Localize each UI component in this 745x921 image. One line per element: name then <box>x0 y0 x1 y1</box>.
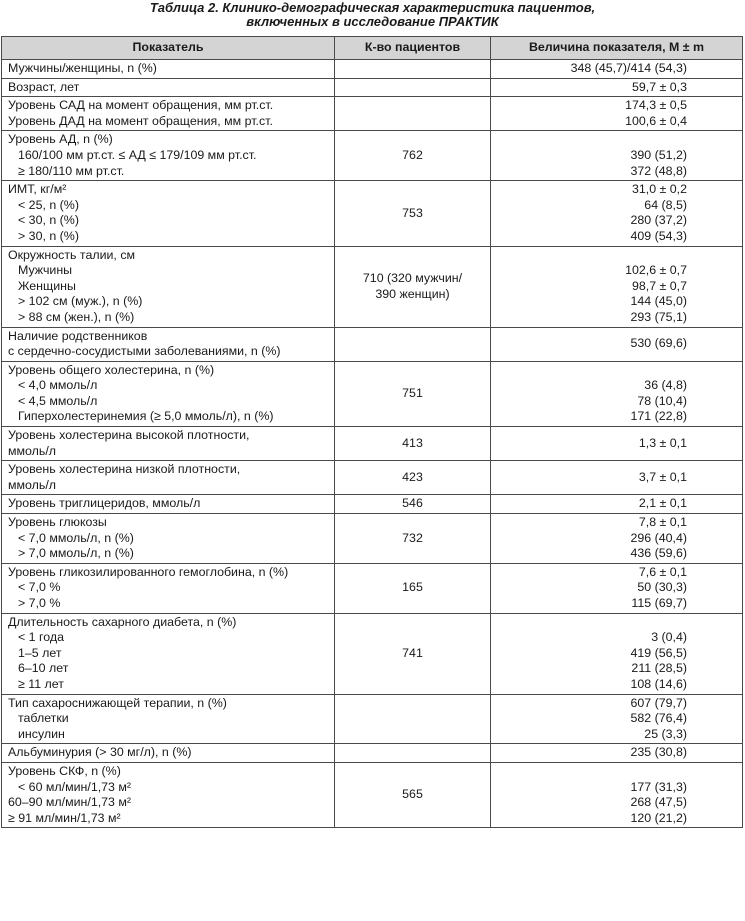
indicator-line: < 7,0 % <box>18 580 61 595</box>
indicator-cell <box>2 181 335 246</box>
value-cell <box>491 60 743 79</box>
patient-characteristics-table <box>1 36 743 828</box>
indicator-line: Гиперхолестеринемия (≥ 5,0 ммоль/л), n (%) <box>18 409 274 424</box>
indicator-line: Женщины <box>18 278 76 293</box>
indicator-line: 60–90 мл/мин/1,73 м² <box>8 795 132 810</box>
indicator-cell <box>2 495 335 514</box>
value-cell <box>491 78 743 97</box>
indicator-cell <box>2 131 335 181</box>
patient-count-cell <box>335 361 491 426</box>
indicator-cell <box>2 613 335 694</box>
value-line: 235 (30,8) <box>630 745 687 760</box>
patient-count-line: 710 (320 мужчин/ <box>362 270 463 285</box>
indicator-cell <box>2 246 335 327</box>
table-row <box>2 461 743 495</box>
value-cell <box>491 97 743 131</box>
value-line: 280 (37,2) <box>630 213 687 228</box>
indicator-line: < 25, n (%) <box>18 197 79 212</box>
indicator-cell <box>2 563 335 613</box>
header-patient-count: К-во пациентов <box>335 37 491 60</box>
indicator-line: < 7,0 ммоль/л, n (%) <box>18 530 134 545</box>
indicator-cell <box>2 327 335 361</box>
value-line: 100,6 ± 0,4 <box>625 113 687 128</box>
indicator-line: ≥ 91 мл/мин/1,73 м² <box>8 810 121 825</box>
table-row <box>2 427 743 461</box>
value-cell <box>491 694 743 744</box>
indicator-line: Уровень САД на момент обращения, мм рт.ст. <box>8 98 274 113</box>
patient-count-line: 741 <box>402 645 423 660</box>
indicator-line: < 4,0 ммоль/л <box>18 378 98 393</box>
header-indicator: Показатель <box>2 37 335 60</box>
patient-count-line: 546 <box>402 496 423 511</box>
value-line: 25 (3,3) <box>644 726 687 741</box>
indicator-line: < 60 мл/мин/1,73 м² <box>18 779 132 794</box>
indicator-line: Возраст, лет <box>8 79 80 94</box>
indicator-line: > 7,0 ммоль/л, n (%) <box>18 546 134 561</box>
value-line: 3,7 ± 0,1 <box>638 470 687 485</box>
patient-count-line: 565 <box>402 787 423 802</box>
value-cell <box>491 361 743 426</box>
indicator-line: 160/100 мм рт.ст. ≤ АД ≤ 179/109 мм рт.ст. <box>18 147 257 162</box>
indicator-line: 1–5 лет <box>18 645 62 660</box>
indicator-cell <box>2 694 335 744</box>
indicator-line: > 7,0 % <box>18 596 61 610</box>
patient-count-cell <box>335 762 491 827</box>
table-row <box>2 361 743 426</box>
value-line <box>491 248 687 264</box>
patient-count-cell <box>335 461 491 495</box>
value-cell <box>491 131 743 181</box>
value-line: 177 (31,3) <box>630 779 687 794</box>
value-cell <box>491 613 743 694</box>
value-line <box>491 363 687 379</box>
value-line: 1,3 ± 0,1 <box>638 435 687 450</box>
value-line: 7,8 ± 0,1 <box>638 515 687 530</box>
indicator-line: таблетки <box>18 711 69 726</box>
value-line: 50 (30,3) <box>637 580 687 595</box>
patient-count-cell <box>335 694 491 744</box>
patient-count-line: 751 <box>402 386 423 401</box>
value-line: 7,6 ± 0,1 <box>638 564 687 579</box>
value-line: 64 (8,5) <box>644 197 687 212</box>
value-line: 31,0 ± 0,2 <box>631 182 687 197</box>
indicator-line: Тип сахароснижающей терапии, n (%) <box>8 695 227 710</box>
patient-count-cell <box>335 60 491 79</box>
indicator-line: ммоль/л <box>8 477 57 492</box>
value-cell <box>491 427 743 461</box>
table-row <box>2 514 743 564</box>
value-cell <box>491 514 743 564</box>
patient-count-cell <box>335 181 491 246</box>
value-line: 2,1 ± 0,1 <box>638 496 687 511</box>
value-line: 174,3 ± 0,5 <box>625 98 687 113</box>
value-line: 59,7 ± 0,3 <box>631 79 687 94</box>
value-line: 409 (54,3) <box>630 228 687 243</box>
value-line: 268 (47,5) <box>630 795 687 810</box>
indicator-cell <box>2 361 335 426</box>
indicator-line: ИМТ, кг/м² <box>8 182 67 197</box>
table-row <box>2 78 743 97</box>
indicator-line: Уровень холестерина низкой плотности, <box>8 462 241 477</box>
value-cell <box>491 744 743 763</box>
value-line: 372 (48,8) <box>630 163 687 178</box>
indicator-line: ≥ 11 лет <box>18 676 64 691</box>
value-line: 120 (21,2) <box>630 810 687 825</box>
table-row <box>2 246 743 327</box>
table-row <box>2 327 743 361</box>
value-line: 390 (51,2) <box>630 147 687 162</box>
table-row <box>2 563 743 613</box>
table-header-row <box>2 37 743 60</box>
indicator-cell <box>2 427 335 461</box>
value-line: 436 (59,6) <box>630 546 687 561</box>
value-cell <box>491 181 743 246</box>
table-row <box>2 613 743 694</box>
table-row <box>2 60 743 79</box>
table-body <box>2 60 743 828</box>
indicator-line: Уровень ДАД на момент обращения, мм рт.ст. <box>8 113 273 128</box>
indicator-line: инсулин <box>18 726 65 741</box>
patient-count-cell <box>335 744 491 763</box>
indicator-line: Альбуминурия (> 30 мг/л), n (%) <box>8 745 192 760</box>
value-line: 211 (28,5) <box>631 661 687 676</box>
patient-count-cell <box>335 427 491 461</box>
value-line: 78 (10,4) <box>637 393 687 408</box>
value-cell <box>491 246 743 327</box>
patient-count-cell <box>335 78 491 97</box>
value-line: 108 (14,6) <box>630 676 687 691</box>
indicator-line: > 30, n (%) <box>18 228 79 243</box>
indicator-line: Уровень глюкозы <box>8 515 107 530</box>
indicator-cell <box>2 514 335 564</box>
indicator-line: < 4,5 ммоль/л <box>18 393 98 408</box>
value-line: 419 (56,5) <box>630 645 687 660</box>
value-cell <box>491 327 743 361</box>
patient-count-line: 413 <box>402 435 423 450</box>
value-line: 98,7 ± 0,7 <box>631 278 687 293</box>
patient-count-cell <box>335 97 491 131</box>
indicator-cell <box>2 461 335 495</box>
patient-count-line: 423 <box>402 470 423 485</box>
indicator-cell <box>2 60 335 79</box>
indicator-line: 6–10 лет <box>18 661 69 676</box>
patient-count-cell <box>335 563 491 613</box>
value-cell <box>491 762 743 827</box>
indicator-line: Уровень холестерина высокой плотности, <box>8 428 250 443</box>
patient-count-cell <box>335 327 491 361</box>
patient-count-cell <box>335 514 491 564</box>
value-line: 348 (45,7)/414 (54,3) <box>570 61 687 75</box>
patient-count-line: 753 <box>402 205 423 220</box>
indicator-line: < 1 года <box>18 630 64 645</box>
indicator-line: > 102 см (муж.), n (%) <box>18 294 143 309</box>
header-value: Величина показателя, M ± m <box>491 37 743 60</box>
indicator-line: Уровень триглицеридов, ммоль/л <box>8 496 201 511</box>
value-line: 582 (76,4) <box>630 711 687 726</box>
value-line <box>491 764 687 780</box>
indicator-cell <box>2 78 335 97</box>
indicator-cell <box>2 97 335 131</box>
indicator-line: Уровень гликозилированного гемоглобина, n (%) <box>8 564 289 579</box>
value-cell <box>491 563 743 613</box>
table-row <box>2 762 743 827</box>
table-row <box>2 694 743 744</box>
caption-line-2: включенных в исследование ПРАКТИК <box>246 14 499 29</box>
value-line: 530 (69,6) <box>630 336 687 351</box>
value-line: 3 (0,4) <box>651 630 687 645</box>
table-caption <box>0 0 745 36</box>
value-line: 171 (22,8) <box>630 409 687 424</box>
value-line <box>491 132 687 148</box>
value-line: 607 (79,7) <box>630 695 687 710</box>
value-line: 115 (69,7) <box>631 596 687 610</box>
patient-count-cell <box>335 613 491 694</box>
indicator-line: с сердечно-сосудистыми заболеваниями, n (%) <box>8 344 281 359</box>
patient-count-line: 732 <box>402 530 423 545</box>
patient-count-line: 762 <box>402 147 423 162</box>
value-line: 144 (45,0) <box>630 294 687 309</box>
indicator-line: Уровень общего холестерина, n (%) <box>8 362 215 377</box>
patient-count-cell <box>335 246 491 327</box>
indicator-line: Длительность сахарного диабета, n (%) <box>8 614 237 629</box>
value-line: 296 (40,4) <box>630 530 687 545</box>
table-row <box>2 744 743 763</box>
table-row <box>2 131 743 181</box>
indicator-line: ≥ 180/110 мм рт.ст. <box>18 163 125 178</box>
value-line <box>491 615 687 631</box>
value-cell <box>491 495 743 514</box>
value-cell <box>491 461 743 495</box>
indicator-line: Мужчины/женщины, n (%) <box>8 61 157 75</box>
indicator-line: < 30, n (%) <box>18 213 79 228</box>
indicator-cell <box>2 762 335 827</box>
table-row <box>2 181 743 246</box>
indicator-line: > 88 см (жен.), n (%) <box>18 309 135 324</box>
indicator-cell <box>2 744 335 763</box>
indicator-line: Мужчины <box>18 263 73 278</box>
table-row <box>2 97 743 131</box>
patient-count-line: 390 женщин) <box>375 286 450 301</box>
indicator-line: Наличие родственников <box>8 328 148 343</box>
indicator-line: Уровень АД, n (%) <box>8 132 113 147</box>
indicator-line: ммоль/л <box>8 443 57 458</box>
value-line: 293 (75,1) <box>630 309 687 324</box>
patient-count-cell <box>335 495 491 514</box>
table-row <box>2 495 743 514</box>
value-line: 36 (4,8) <box>644 378 687 393</box>
indicator-line: Уровень СКФ, n (%) <box>8 763 121 778</box>
indicator-line: Окружность талии, см <box>8 247 136 262</box>
patient-count-line: 165 <box>402 580 423 595</box>
value-line: 102,6 ± 0,7 <box>625 263 687 278</box>
caption-line-1: Таблица 2. Клинико-демографическая характеристика пациентов, <box>149 0 596 15</box>
patient-count-cell <box>335 131 491 181</box>
